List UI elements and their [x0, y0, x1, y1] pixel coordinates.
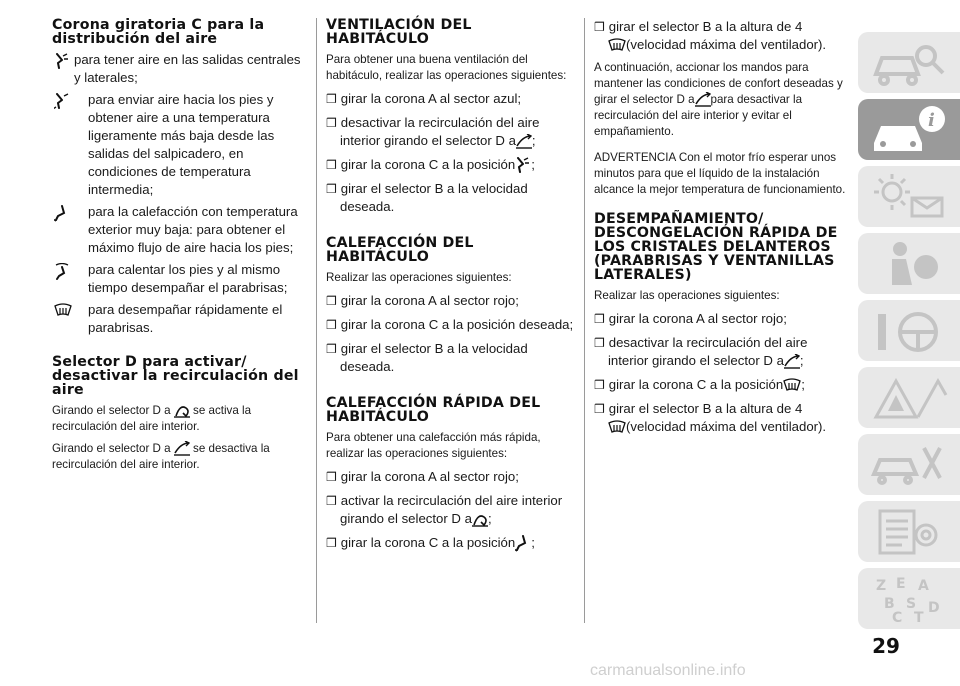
watermark: carmanualsonline.info: [590, 662, 746, 679]
tab-safety[interactable]: [858, 233, 960, 294]
tab-starting-driving[interactable]: [858, 300, 960, 361]
car-wrench-icon: [866, 438, 952, 492]
recirculation-icon: [472, 512, 488, 527]
svg-text:i: i: [928, 110, 935, 131]
heading-selector-d: Selector D para activar/ desactivar la recirculación del aire: [52, 354, 299, 398]
item-text: para tener aire en las salidas centrales y laterales;: [74, 52, 301, 85]
list-item: [52, 91, 302, 199]
tab-car-search[interactable]: [858, 32, 960, 93]
car-info-icon: [866, 103, 952, 157]
svg-text:A: A: [918, 578, 929, 594]
list-item: ❒ girar la corona A al sector rojo;: [594, 311, 787, 326]
fresh-air-icon: [784, 354, 800, 369]
car-search-icon: [866, 36, 952, 90]
alphabet-index-icon: [866, 572, 952, 626]
list-item: ❒ girar la corona A al sector azul;: [326, 91, 522, 106]
list-item: ❒ girar la corona C a la posición deseada;: [326, 317, 574, 333]
list-item: ❒ girar el selector B a la altura de 4 (velocidad máxima del ventilador).: [594, 401, 827, 434]
list-item: ❒ girar el selector B a la velocidad deseada.: [326, 341, 528, 375]
list-item: [52, 301, 302, 337]
heading-calefaccion: CALEFACCIÓN DEL HABITÁCULO: [326, 235, 474, 266]
paragraph: Girando el selector D a se activa la recirculación del aire interior.: [52, 404, 252, 433]
paragraph: Para obtener una buena ventilación del habitáculo, realizar las operaciones siguientes:: [326, 53, 567, 82]
paragraph: Para obtener una calefacción más rápida, realizar las operaciones siguientes:: [326, 431, 541, 461]
tab-emergency[interactable]: [858, 367, 960, 428]
fresh-air-icon: [516, 134, 532, 149]
svg-text:Z: Z: [876, 578, 887, 594]
defrost-windshield-icon: [608, 38, 626, 53]
paragraph: A continuación, accionar los mandos para mantener las condiciones de confort deseadas y girar el selector D a para desactivar la recirculación del aire interior y evitar el empañamiento.: [594, 61, 843, 138]
defrost-windshield-icon: [54, 303, 72, 319]
tab-car-info[interactable]: [858, 99, 960, 160]
column-3: [594, 18, 846, 442]
list-item: ❒ girar la corona C a la posición ;: [326, 534, 574, 552]
page-number: 29: [872, 634, 900, 658]
item-text: para calentar los pies y al mismo tiempo desempañar el parabrisas;: [88, 262, 288, 295]
tab-maintenance[interactable]: [858, 434, 960, 495]
heading-desempanamiento: DESEMPAÑAMIENTO/ DESCONGELACIÓN RÁPIDA DE LOS CRISTALES DELANTEROS (PARABRISAS Y VENTANILLAS LATERALES): [594, 211, 838, 283]
list-item: ❒ girar la corona A al sector rojo;: [326, 469, 519, 485]
list-item: ❒ desactivar la recirculación del aire interior girando el selector D a ;: [594, 335, 808, 368]
warning-triangle-icon: [866, 371, 952, 425]
list-item: [52, 261, 302, 297]
svg-text:E: E: [896, 576, 906, 592]
vent-face-icon: [54, 53, 70, 71]
warning-paragraph: ADVERTENCIA Con el motor frío esperar unos minutos para que el líquido de la instalación alcance la mejor temperatura de funcionamiento.: [594, 151, 846, 196]
column-divider: [316, 18, 317, 623]
svg-text:S: S: [906, 596, 917, 612]
heading-ventilacion: VENTILACIÓN DEL HABITÁCULO: [326, 17, 472, 47]
heading-calefaccion-rapida: CALEFACCIÓN RÁPIDA DEL HABITÁCULO: [326, 395, 541, 426]
list-item: ❒ girar el selector B a la altura de 4 (velocidad máxima del ventilador).: [594, 19, 827, 52]
tab-index[interactable]: [858, 568, 960, 629]
vent-face-icon: [515, 157, 531, 174]
svg-text:B: B: [884, 596, 895, 612]
svg-text:D: D: [928, 600, 940, 616]
list-item: ❒ girar la corona A al sector rojo;: [326, 293, 519, 309]
list-item: ❒ girar la corona C a la posición ;: [326, 156, 574, 174]
list-item: ❒ girar el selector B a la velocidad deseada.: [326, 181, 528, 215]
vent-face-feet-icon: [54, 93, 72, 111]
fresh-air-icon: [174, 441, 190, 456]
list-item: ❒ desactivar la recirculación del aire interior girando el selector D a ;: [326, 115, 540, 148]
vent-feet-icon: [54, 205, 72, 223]
tab-warning-lights[interactable]: [858, 166, 960, 227]
svg-text:C: C: [892, 610, 903, 626]
item-text: para desempañar rápidamente el parabrisas.: [88, 302, 283, 335]
paragraph: Realizar las operaciones siguientes:: [594, 289, 780, 302]
column-1: [52, 18, 302, 473]
paragraph: Girando el selector D a se desactiva la recirculación del aire interior.: [52, 442, 270, 471]
paragraph: Realizar las operaciones siguientes:: [326, 271, 512, 285]
spec-sheet-gear-icon: [866, 505, 952, 559]
defrost-windshield-icon: [608, 420, 626, 435]
list-item: ❒ activar la recirculación del aire interior girando el selector D a ;: [326, 493, 563, 527]
list-item: [52, 51, 302, 87]
column-divider: [584, 18, 585, 623]
svg-text:T: T: [914, 610, 924, 626]
item-text: para la calefacción con temperatura exterior muy baja: para obtener el máximo flujo de aire hacia los pies;: [88, 204, 298, 255]
recirculation-icon: [174, 403, 190, 418]
item-text: para enviar aire hacia los pies y obtener aire a una temperatura ligeramente más baja desde las salidas del salpicadero, en condiciones de temperatura intermedia;: [88, 92, 275, 197]
vent-feet-icon: [515, 535, 531, 552]
heading-corona-c: Corona giratoria C para la distribución del aire: [52, 17, 265, 47]
airbag-person-icon: [866, 237, 952, 291]
list-item: ❒ girar la corona C a la posición ;: [594, 377, 805, 392]
warning-light-icon: [866, 170, 952, 224]
steering-wheel-icon: [866, 304, 952, 358]
vent-feet-windshield-icon: [54, 263, 72, 281]
column-2: [326, 18, 574, 558]
tab-technical-data[interactable]: [858, 501, 960, 562]
defrost-windshield-icon: [783, 378, 801, 393]
list-item: [52, 203, 302, 257]
fresh-air-icon: [695, 92, 711, 107]
